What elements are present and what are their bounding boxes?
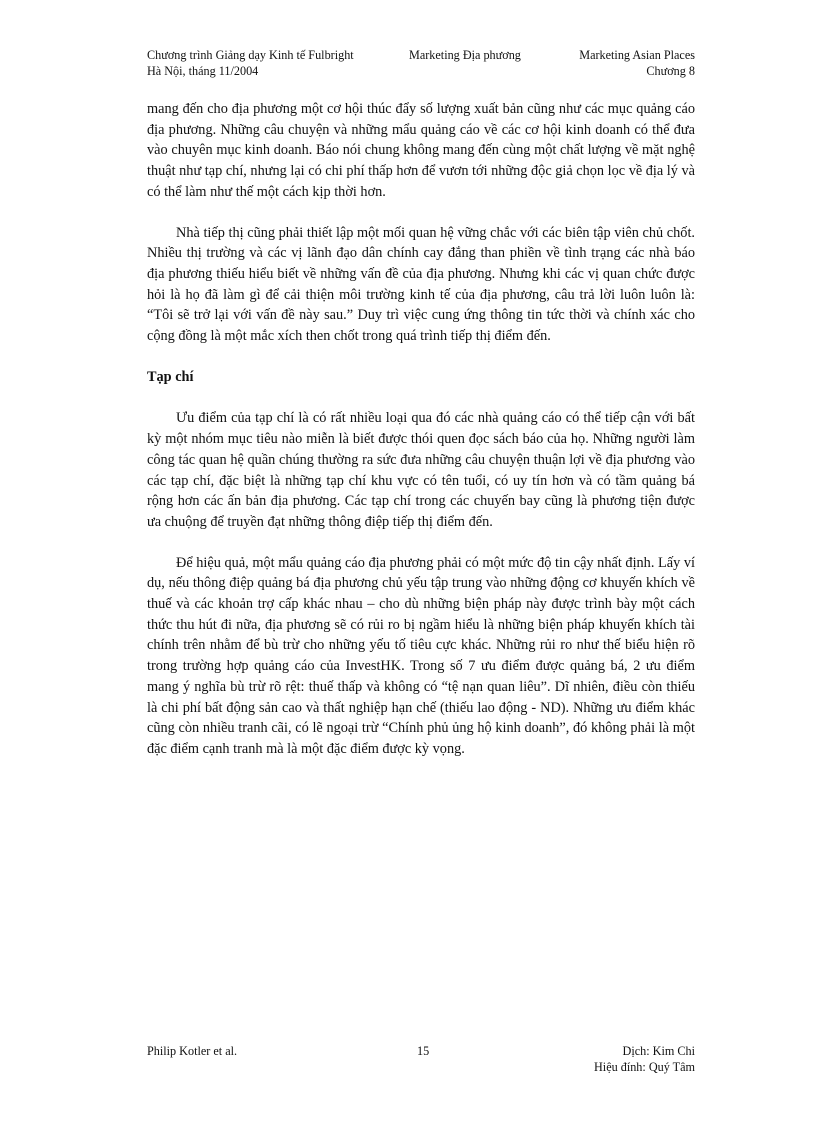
footer-author: Philip Kotler et al.	[147, 1044, 238, 1058]
document-body	[147, 99, 695, 780]
page-number: 15	[417, 1044, 430, 1058]
chapter-label: Chương 8	[646, 63, 695, 78]
page-header	[147, 48, 695, 80]
header-right	[579, 48, 695, 79]
footer-credits	[594, 1044, 695, 1075]
editor: Hiệu đính: Quý Tâm	[594, 1059, 695, 1074]
paragraph-1: mang đến cho địa phương một cơ hội thúc đẩy số lượng xuất bản cũng như các mục quảng cáo địa phương. Những câu chuyện và những mẩu quảng cáo về các cơ hội kinh doanh có thể đưa vào chuyên mục kinh doanh. Báo nói chung không mang đến cùng một chất lượng về mặt nghệ thuật như tạp chí, nhưng lại có chi phí thấp hơn để vươn tới những độc giả chọn lọc về địa lý và có thể làm như thế một cách kịp thời hơn.	[147, 101, 695, 200]
paragraph-4: Để hiệu quả, một mẩu quảng cáo địa phương phải có một mức độ tin cậy nhất định. Lấy ví dụ, nếu thông điệp quảng bá địa phương chủ yếu tập trung vào những động cơ khuyến khích về thuế và các khoản trợ cấp khác nhau – cho dù những biện pháp này được trình bày một cách thức thu hút đi nữa, địa phương sẽ có rủi ro bị ngầm hiểu là những biện pháp khuyến khích tài chính trên nhằm để bù trừ cho những yếu tố tiêu cực khác. Những rủi ro như thế biểu hiện rõ trong trường hợp quảng cáo của InvestHK. Trong số 7 ưu điểm được quảng bá, 2 ưu điểm mang ý nghĩa bù trừ rõ rệt: thuế thấp và không có “tệ nạn quan liêu”. Dĩ nhiên, điều còn thiếu là chi phí bất động sản cao và thất nghiệp hạn chế (thiếu lao động - ND). Những ưu điểm khác cũng còn nhiều tranh cãi, có lẽ ngoại trừ “Chính phủ ủng hộ kinh doanh”, đó không phải là một đặc điểm cạnh tranh mà là một đặc điểm được kỳ vọng.	[147, 554, 695, 757]
page-footer	[147, 1044, 695, 1080]
paragraph-3: Ưu điểm của tạp chí là có rất nhiều loại qua đó các nhà quảng cáo có thể tiếp cận với bất kỳ một nhóm mục tiêu nào miễn là biết được thói quen đọc sách báo của họ. Những người làm công tác quan hệ quần chúng thường ra sức đưa những câu chuyện thuận lợi về địa phương vào các tạp chí, đặc biệt là những tạp chí khu vực có tên tuổi, có uy tín hơn và có tầm quảng bá rộng hơn các ấn bản địa phương. Các tạp chí trong các chuyến bay cũng là phương tiện được ưa chuộng để truyền đạt những thông điệp tiếp thị điểm đến.	[147, 410, 695, 530]
book-title-vietnamese: Marketing Địa phương	[409, 48, 521, 62]
program-name: Chương trình Giảng dạy Kinh tế Fulbright	[147, 48, 354, 62]
section-heading: Tạp chí	[147, 368, 194, 385]
header-center	[409, 48, 521, 64]
header-left	[147, 48, 354, 79]
paragraph-2: Nhà tiếp thị cũng phải thiết lập một mối quan hệ vững chắc với các biên tập viên chủ chốt. Nhiều thị trường và các vị lãnh đạo dân chính cay đắng than phiền về tình trạng các nhà báo địa phương thiếu hiểu biết về những vấn đề của địa phương. Nhưng khi các vị quan chức được hỏi là họ đã làm gì để cải thiện môi trường kinh tế của địa phương, câu trả lời luôn luôn là: “Tôi sẽ trở lại với vấn đề này sau.” Duy trì việc cung ứng thông tin tức thời và chính xác cho cộng đồng là một mắc xích then chốt trong quá trình tiếp thị điểm đến.	[147, 224, 695, 345]
translator: Dịch: Kim Chi	[622, 1044, 695, 1058]
header-date: Hà Nội, tháng 11/2004	[147, 63, 259, 78]
book-title-english: Marketing Asian Places	[579, 48, 695, 62]
